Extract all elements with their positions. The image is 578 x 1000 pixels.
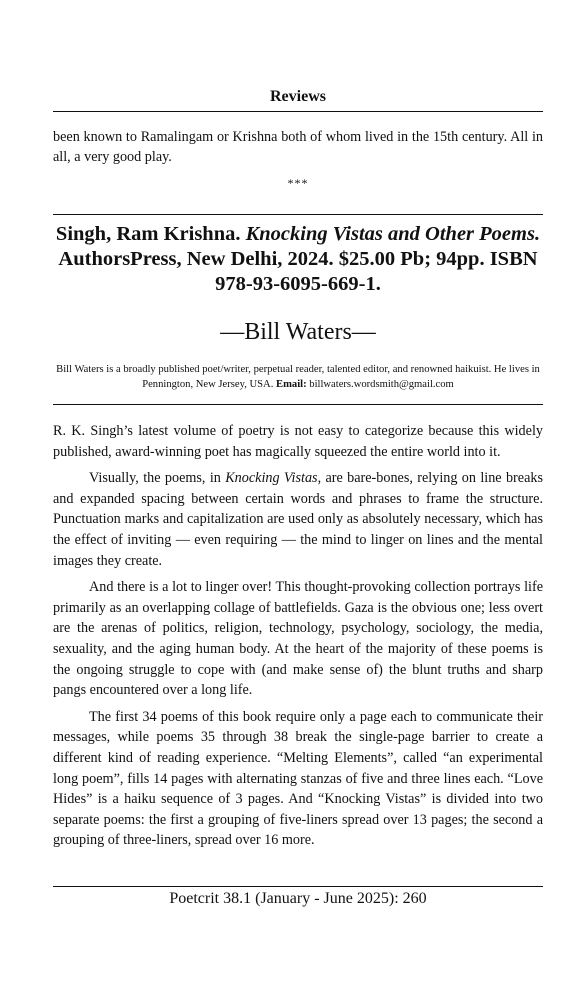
reviewer-email: billwaters.wordsmith@gmail.com <box>309 379 454 390</box>
previous-review-closing-text: been known to Ramalingam or Krishna both of whom lived in the 15th century. All in all, a very good play. <box>53 129 543 165</box>
book-title: Knocking Vistas and Other Poems. <box>245 223 541 245</box>
book-citation <box>53 222 543 297</box>
review-body <box>53 421 543 857</box>
review-paragraph-4: The first 34 poems of this book require only a page each to communicate their messages, while poems 35 through 38 break the single-page barrier to create a different kind of reading experience. “Melting Elements”, called “an experimental long poem”, fills 14 pages with alternating stanzas of five and three lines each. “Love Hides” is a haiku sequence of 3 pages. And “Knocking Vistas” is divided into two separate poems: the first a grouping of five-liners spread over 13 pages; the second a grouping of three-liners, spread over 16 more. <box>53 708 543 849</box>
journal-citation-footer: Poetcrit 38.1 (January - June 2025): 260 <box>169 890 427 907</box>
journal-page <box>53 0 543 1000</box>
book-publication-details: AuthorsPress, New Delhi, 2024. $25.00 Pb; 94pp. ISBN 978-93-6095-669-1. <box>58 248 538 295</box>
reviewer-bio <box>53 362 543 392</box>
reviewer-name: —Bill Waters— <box>220 319 376 345</box>
paragraph-2-start: Visually, the poems, in <box>89 470 226 487</box>
review-paragraph-3: And there is a lot to linger over! This thought-provoking collection portrays life primarily as an overlapping collage of battlefields. Gaza is the obvious one; less overt are the arenas of politics, religion, technology, psychology, sociology, the media, sexuality, and the aging human body. At the heart of the majority of these poems is the ongoing struggle to cope with (and make sense of) the blunt truths and sharp pangs encountered over a long life. <box>53 579 543 699</box>
review-top-rule <box>53 214 543 215</box>
running-head: Reviews <box>270 88 326 105</box>
review-paragraph-1: R. K. Singh’s latest volume of poetry is not easy to categorize because this widely published, award-winning poet has magically squeezed the entire world into it. <box>53 423 543 460</box>
paragraph-2-book-title: Knocking Vistas <box>225 470 318 487</box>
header-rule <box>53 111 543 112</box>
footer-rule <box>53 886 543 887</box>
reviewer-bio-text: Bill Waters is a broadly published poet/writer, perpetual reader, talented editor, and renowned haikuist. He lives in Pennington, New Jersey, USA. <box>56 364 540 390</box>
paragraph-2-rest: , are bare-bones, relying on line breaks and expanded spacing between certain words and phrases to frame the structure. Punctuation marks and capitalization are used only as absolutely necessary, which has the effect of inviting — even requiring — the mind to linger on lines and the mental images they create. <box>53 470 543 569</box>
email-label: Email: <box>276 379 307 390</box>
section-separator: *** <box>287 176 309 190</box>
review-paragraph-2 <box>53 468 543 571</box>
book-author: Singh, Ram Krishna. <box>55 223 241 245</box>
review-header-bottom-rule <box>53 404 543 405</box>
